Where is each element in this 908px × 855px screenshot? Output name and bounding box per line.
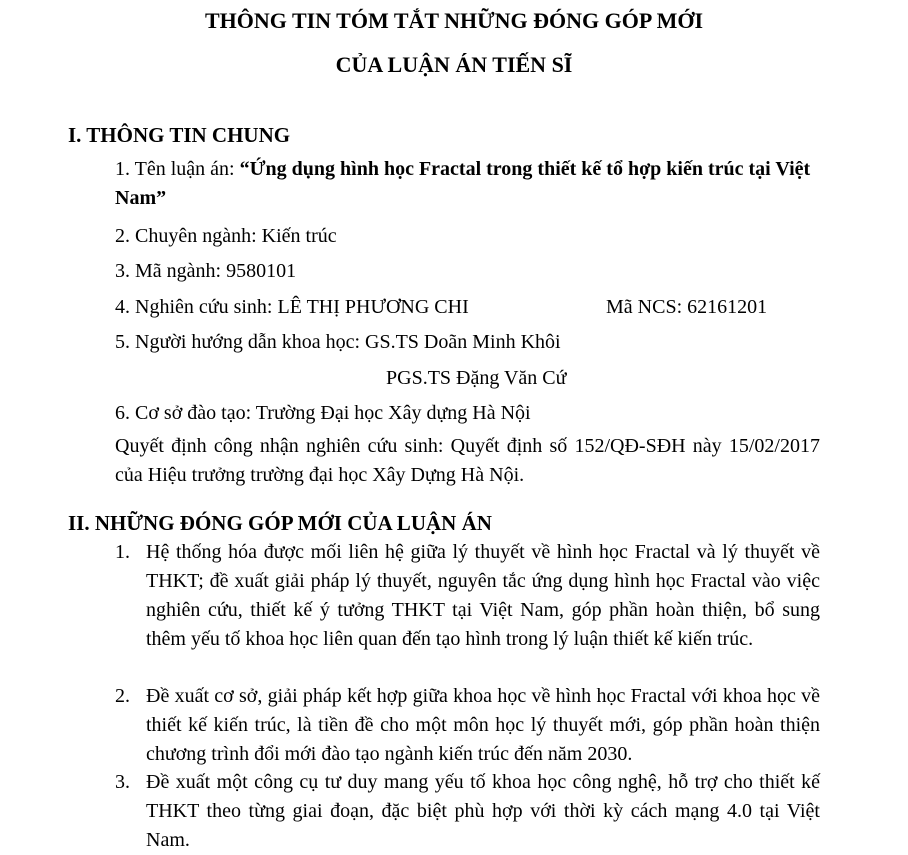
thesis-title-value: “Ứng dụng hình học Fractal trong thiết kế tổ hợp kiến trúc tại Việt Nam” xyxy=(115,158,811,209)
institution-field: 6. Cơ sở đào tạo: Trường Đại học Xây dựng Hà Nội xyxy=(115,402,531,424)
supervisor-field: 5. Người hướng dẫn khoa học: GS.TS Doãn Minh Khôi xyxy=(115,331,561,353)
researcher-id-field: Mã NCS: 62161201 xyxy=(606,296,768,318)
section2-heading: II. NHỮNG ĐÓNG GÓP MỚI CỦA LUẬN ÁN xyxy=(68,511,492,535)
major-field: 2. Chuyên ngành: Kiến trúc xyxy=(115,225,337,247)
list-number: 2. xyxy=(115,685,130,707)
supervisor2-field: PGS.TS Đặng Văn Cứ xyxy=(386,367,567,389)
list-number: 3. xyxy=(115,771,130,793)
thesis-title-label: 1. Tên luận án: xyxy=(115,158,240,180)
major-code-field: 3. Mã ngành: 9580101 xyxy=(115,260,297,282)
decision-paragraph: Quyết định công nhận nghiên cứu sinh: Quyết định số 152/QĐ-SĐH này 15/02/2017 của Hiệu trưởng trường đại học Xây Dựng Hà Nội. xyxy=(115,435,820,486)
document-title-line1: THÔNG TIN TÓM TẮT NHỮNG ĐÓNG GÓP MỚI xyxy=(204,8,704,33)
section1-heading: I. THÔNG TIN CHUNG xyxy=(68,123,291,147)
document-title-line2: CỦA LUẬN ÁN TIẾN SĨ xyxy=(335,52,573,77)
list-number: 1. xyxy=(115,541,130,563)
list-item-text: Đề xuất một công cụ tư duy mang yếu tố khoa học công nghệ, hỗ trợ cho thiết kế THKT theo từng giai đoạn, đặc biệt phù hợp với thời kỳ cách mạng 4.0 tại Việt Nam. xyxy=(146,771,820,851)
thesis-title-field xyxy=(115,155,820,213)
researcher-field: 4. Nghiên cứu sinh: LÊ THỊ PHƯƠNG CHI xyxy=(115,296,469,318)
list-item-text: Đề xuất cơ sở, giải pháp kết hợp giữa khoa học về hình học Fractal với khoa học về thiết kế kiến trúc, là tiền đề cho một môn học lý thuyết mới, góp phần hoàn thiện chương trình đổi mới đào tạo ngành kiến trúc đến năm 2030. xyxy=(146,685,820,765)
list-item-text: Hệ thống hóa được mối liên hệ giữa lý thuyết về hình học Fractal và lý thuyết về THKT; đề xuất giải pháp lý thuyết, nguyên tắc ứng dụng hình học Fractal vào việc nghiên cứu, thiết kế ý tưởng THKT tại Việt Nam, góp phần hoàn thiện, bổ sung thêm yếu tố khoa học liên quan đến tạo hình trong lý luận thiết kế kiến trúc. xyxy=(146,541,820,650)
